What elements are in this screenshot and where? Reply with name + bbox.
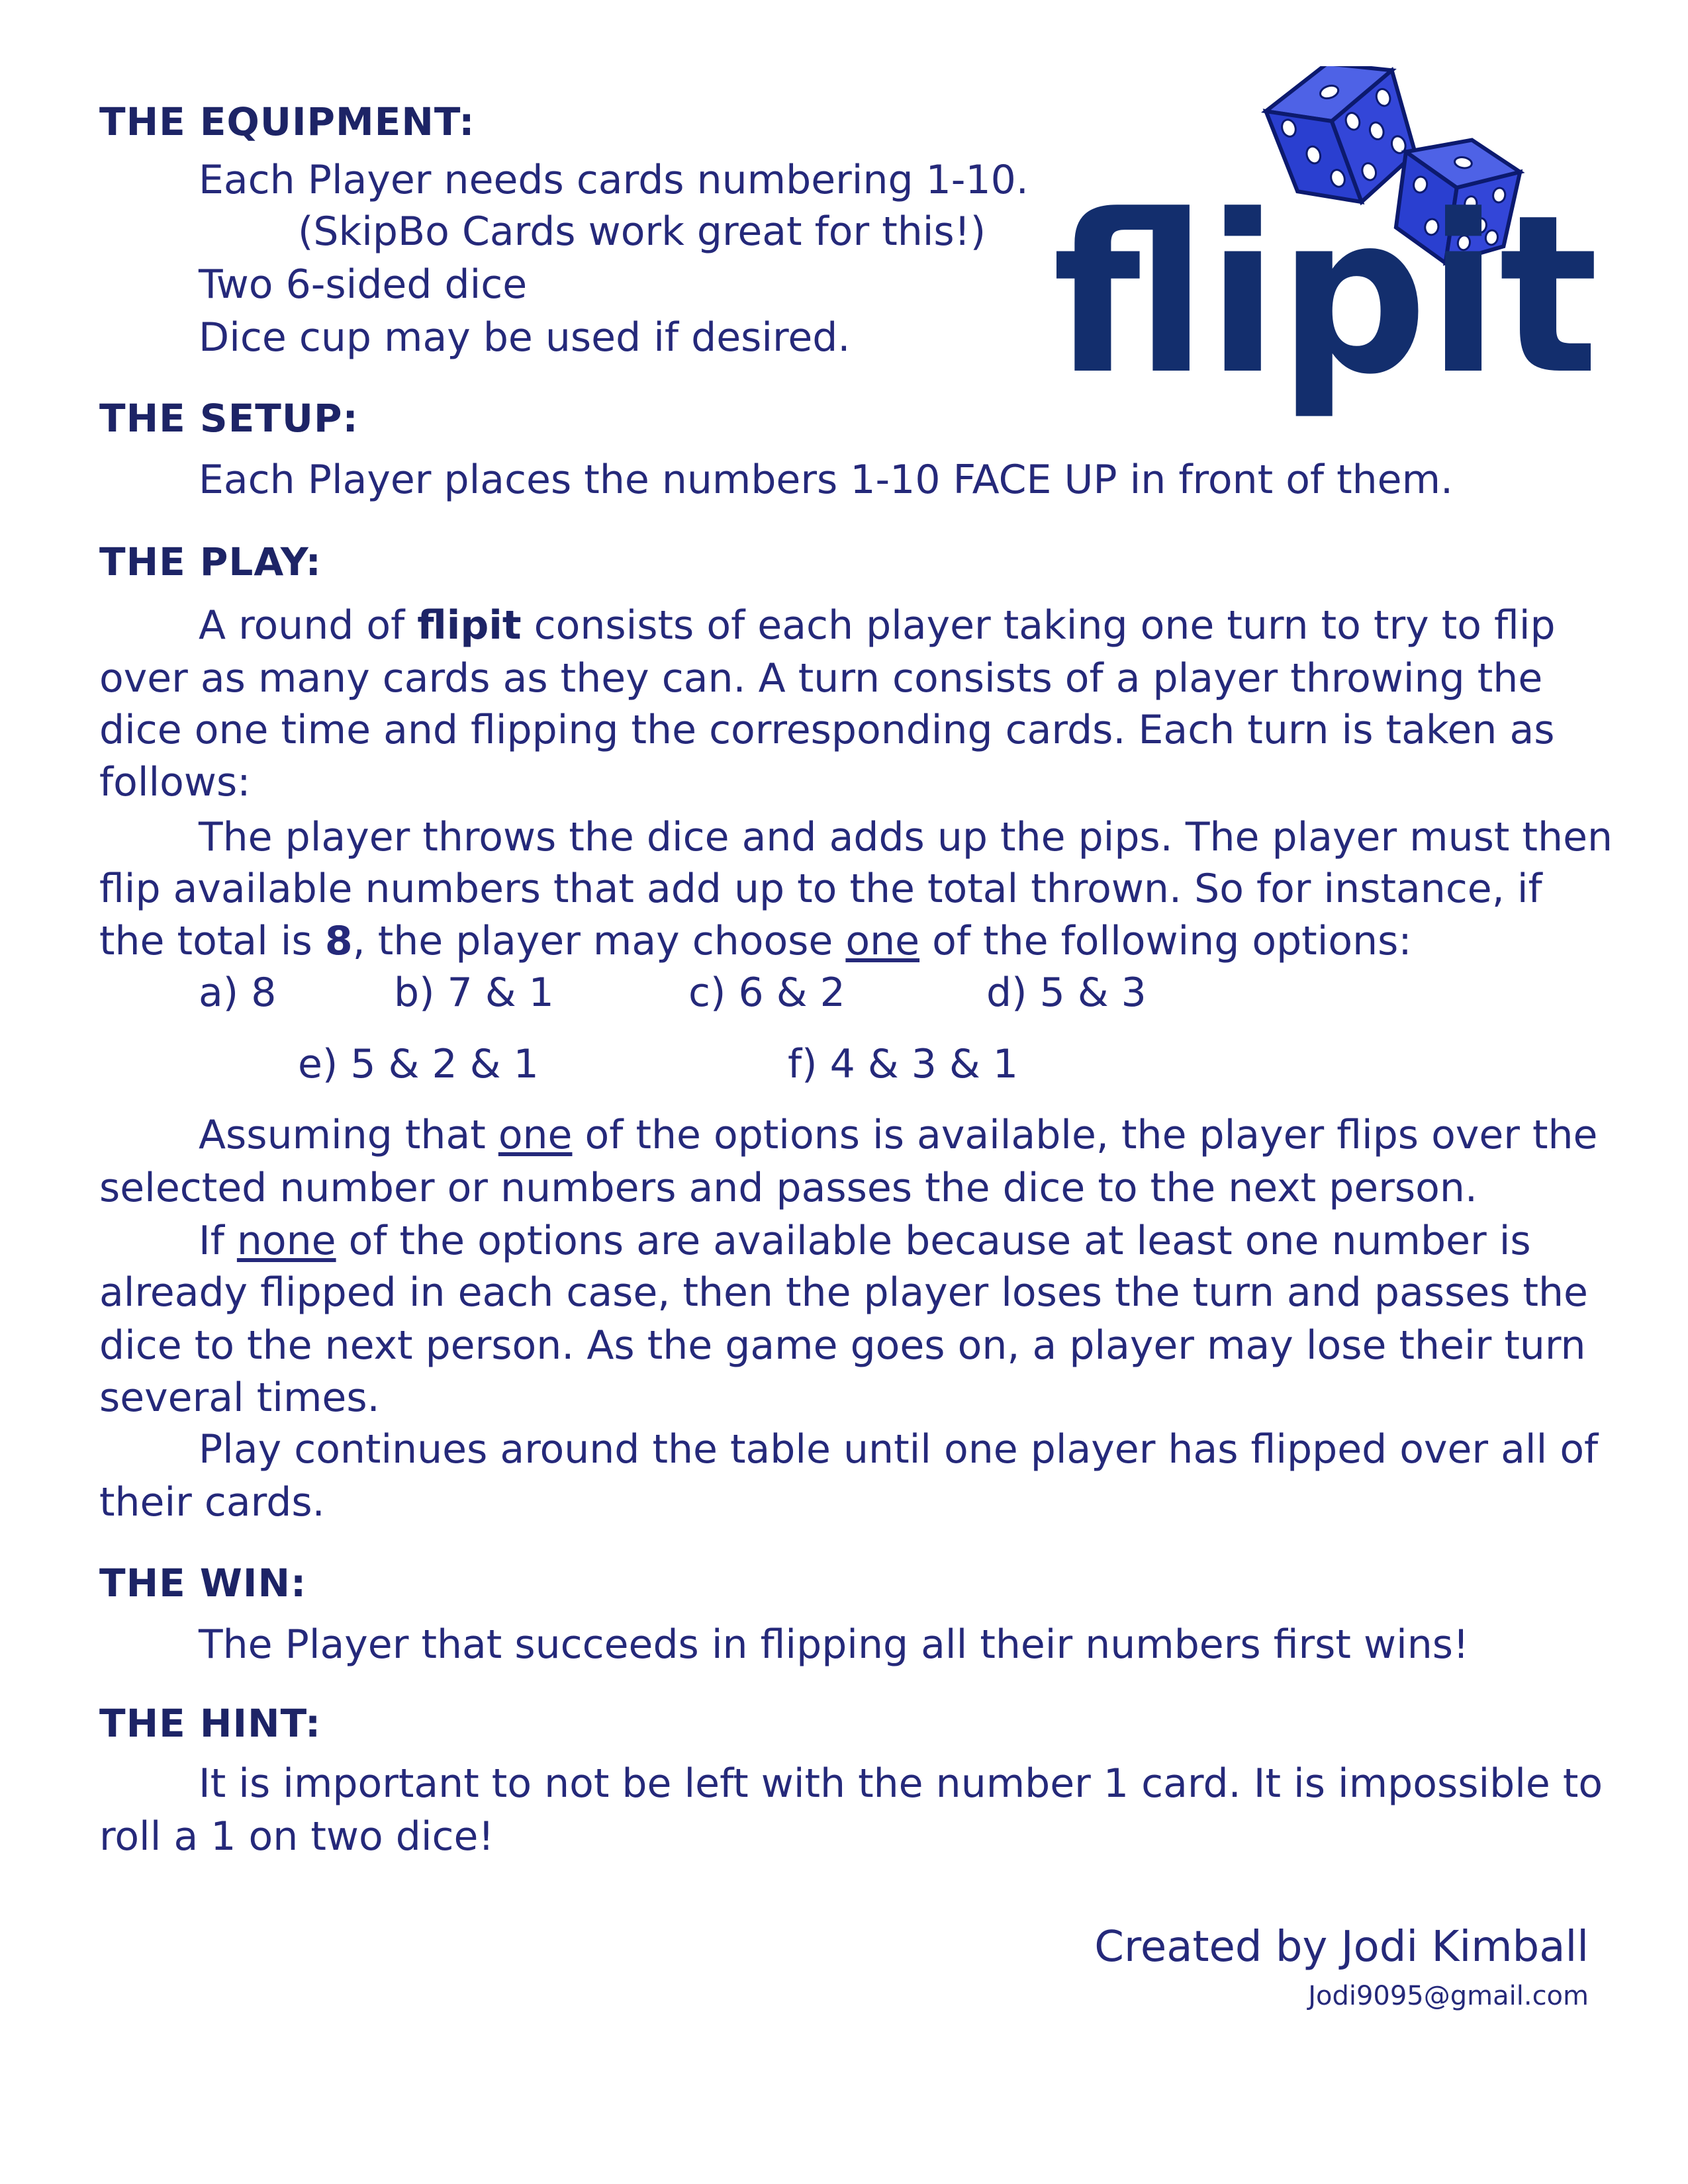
text-span: If — [199, 1218, 237, 1264]
play-paragraph-line: dice one time and flipping the corresponding cards. Each turn is taken as — [99, 707, 1555, 753]
underlined-word: one — [845, 918, 920, 964]
text-span: , the player may choose — [352, 918, 846, 964]
underlined-word: none — [236, 1218, 336, 1264]
play-paragraph-line: several times. — [99, 1375, 380, 1421]
equipment-heading: THE EQUIPMENT: — [99, 99, 475, 144]
text-span: of the options are available because at least one number is — [336, 1218, 1531, 1264]
play-paragraph-line — [199, 1109, 1597, 1161]
play-paragraph-line: dice to the next person. As the game goes on, a player may lose their turn — [99, 1322, 1586, 1369]
equipment-line: Dice cup may be used if desired. — [199, 314, 851, 361]
author-credit: Created by Jodi Kimball — [1094, 1923, 1589, 1972]
play-paragraph-line: Play continues around the table until one player has flipped over all of — [199, 1426, 1599, 1473]
logo-wordmark: flipit — [1053, 168, 1599, 422]
play-heading: THE PLAY: — [99, 539, 322, 584]
play-paragraph-line: The player throws the dice and adds up the pips. The player must then — [199, 814, 1613, 860]
text-span: A round of — [199, 602, 418, 649]
option-item: b) 7 & 1 — [394, 970, 554, 1016]
text-span: the total is — [99, 918, 325, 964]
author-email: Jodi9095@gmail.com — [1308, 1981, 1589, 2011]
play-paragraph-line — [99, 915, 1412, 968]
hint-line: roll a 1 on two dice! — [99, 1813, 494, 1860]
win-heading: THE WIN: — [99, 1561, 307, 1606]
play-paragraph-line: already flipped in each case, then the player loses the turn and passes the — [99, 1269, 1588, 1316]
option-item: d) 5 & 3 — [986, 970, 1147, 1016]
play-paragraph-line: flip available numbers that add up to the total thrown. So for instance, if — [99, 866, 1542, 912]
underlined-word: one — [498, 1112, 573, 1158]
flipit-logo — [1053, 66, 1609, 437]
play-paragraph-line: selected number or numbers and passes the dice to the next person. — [99, 1165, 1477, 1211]
equipment-line: Each Player needs cards numbering 1-10. — [199, 157, 1029, 203]
total-number: 8 — [324, 918, 353, 964]
option-item: f) 4 & 3 & 1 — [788, 1041, 1018, 1087]
setup-line: Each Player places the numbers 1-10 FACE UP in front of them. — [199, 457, 1454, 503]
equipment-line: Two 6-sided dice — [199, 261, 528, 308]
text-span: consists of each player taking one turn to try to flip — [521, 602, 1556, 649]
play-paragraph-line: over as many cards as they can. A turn consists of a player throwing the — [99, 655, 1543, 702]
option-item: a) 8 — [199, 970, 277, 1016]
text-span: of the options is available, the player flips over the — [572, 1112, 1598, 1158]
play-paragraph-line: their cards. — [99, 1479, 325, 1525]
win-line: The Player that succeeds in flipping all their numbers first wins! — [199, 1621, 1470, 1668]
text-span: Assuming that — [199, 1112, 498, 1158]
option-item: e) 5 & 2 & 1 — [298, 1041, 539, 1087]
play-paragraph-line — [199, 1214, 1531, 1267]
option-item: c) 6 & 2 — [688, 970, 845, 1016]
equipment-line: (SkipBo Cards work great for this!) — [298, 208, 986, 255]
play-paragraph-line: follows: — [99, 759, 251, 805]
text-span: of the following options: — [919, 918, 1412, 964]
brand-word: flipit — [417, 602, 522, 649]
hint-line: It is important to not be left with the number 1 card. It is impossible to — [199, 1760, 1603, 1807]
hint-heading: THE HINT: — [99, 1701, 322, 1746]
setup-heading: THE SETUP: — [99, 396, 359, 441]
play-paragraph-line — [199, 599, 1556, 652]
